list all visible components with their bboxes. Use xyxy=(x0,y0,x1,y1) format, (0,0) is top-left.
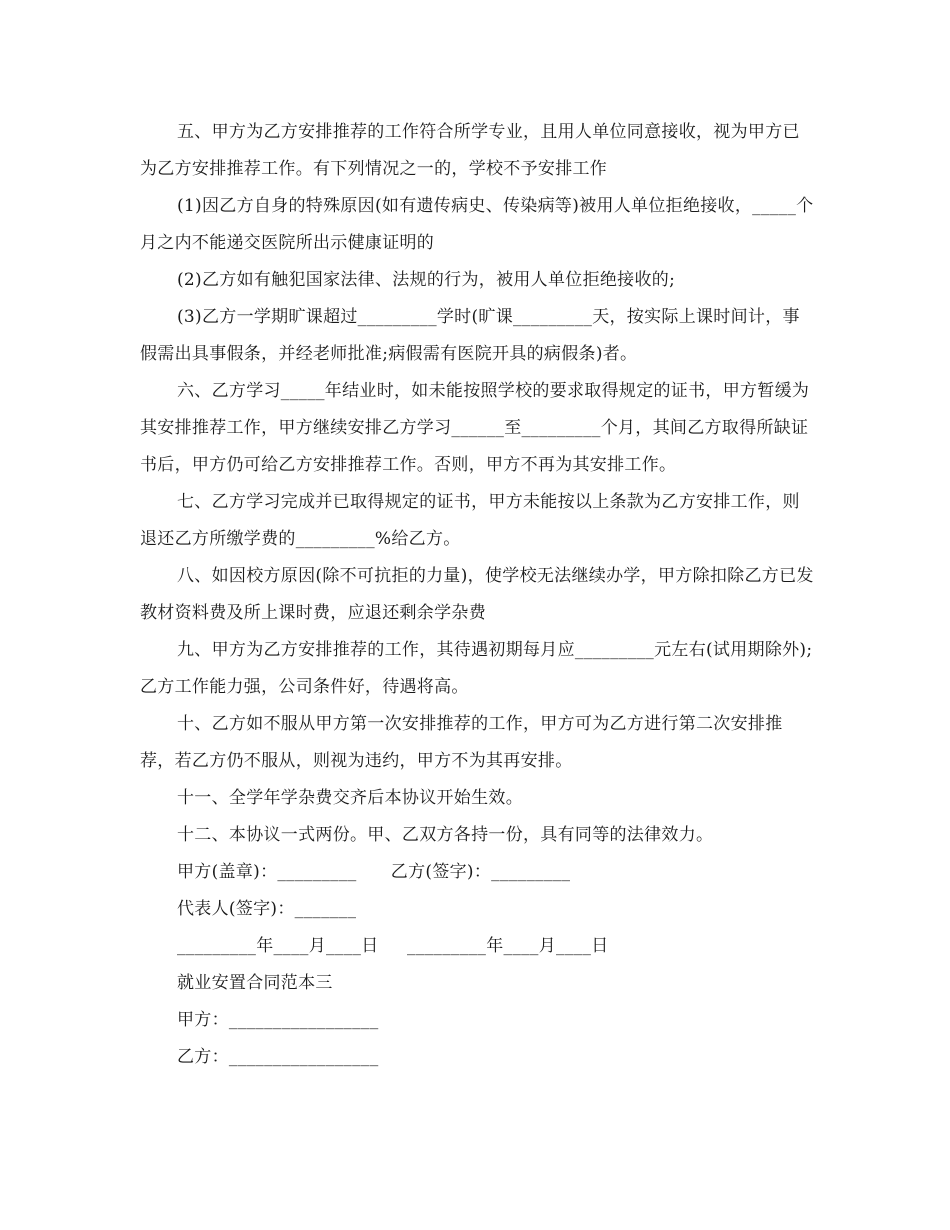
contract-body xyxy=(140,114,815,1076)
clause-7: 七、乙方学习完成并已取得规定的证书，甲方未能按以上条款为乙方安排工作，则退还乙方所缴学费的_________%给乙方。 xyxy=(140,492,800,549)
clause-6: 六、乙方学习_____年结业时，如未能按照学校的要求取得规定的证书，甲方暂缓为其安排推荐工作，甲方继续安排乙方学习______至_________个月，其间乙方取得所缺证书后，甲方仍可给乙方安排推荐工作。否则，甲方不再为其安排工作。 xyxy=(140,381,810,475)
date-line: _________年____月____日 _________年____月____日 xyxy=(177,936,609,956)
party-b-field: 乙方：_________________ xyxy=(177,1047,379,1067)
clause-11: 十一、全学年学杂费交齐后本协议开始生效。 xyxy=(177,788,523,808)
section-heading: 就业安置合同范本三 xyxy=(177,973,333,993)
clause-5: 五、甲方为乙方安排推荐的工作符合所学专业，且用人单位同意接收，视为甲方已为乙方安排推荐工作。有下列情况之一的，学校不予安排工作 xyxy=(140,122,800,179)
clause-8: 八、如因校方原因(除不可抗拒的力量)，使学校无法继续办学，甲方除扣除乙方已发教材资料费及所上课时费，应退还剩余学杂费 xyxy=(140,566,814,623)
clause-5-item-3: (3)乙方一学期旷课超过_________学时(旷课_________天，按实际上课时间计，事假需出具事假条，并经老师批准;病假需有医院开具的病假条)者。 xyxy=(140,307,800,364)
clause-9: 九、甲方为乙方安排推荐的工作，其待遇初期每月应_________元左右(试用期除外);乙方工作能力强，公司条件好，待遇将高。 xyxy=(140,640,813,697)
clause-12: 十二、本协议一式两份。甲、乙双方各持一份，具有同等的法律效力。 xyxy=(177,825,714,845)
party-signature-line: 甲方(盖章)：_________ 乙方(签字)：_________ xyxy=(177,862,571,882)
clause-10: 十、乙方如不服从甲方第一次安排推荐的工作，甲方可为乙方进行第二次安排推荐，若乙方仍不服从，则视为违约，甲方不为其再安排。 xyxy=(140,714,783,771)
representative-signature-line: 代表人(签字)：_______ xyxy=(177,899,357,919)
clause-5-item-2: (2)乙方如有触犯国家法律、法规的行为，被用人单位拒绝接收的; xyxy=(177,270,676,290)
party-a-field: 甲方：_________________ xyxy=(177,1010,379,1030)
clause-5-item-1: (1)因乙方自身的特殊原因(如有遗传病史、传染病等)被用人单位拒绝接收，_____个月之内不能递交医院所出示健康证明的 xyxy=(140,196,814,253)
